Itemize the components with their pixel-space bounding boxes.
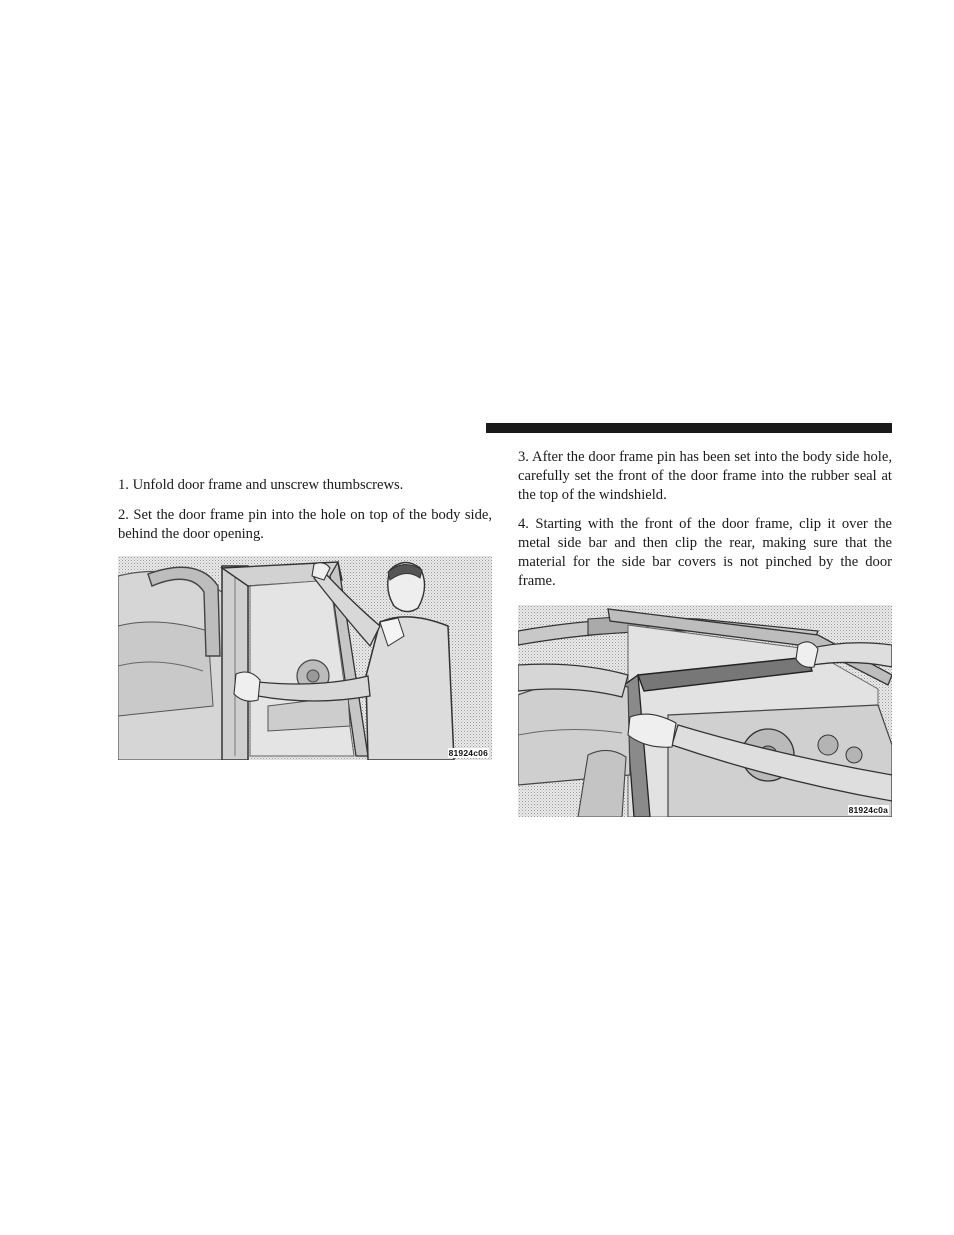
step-4: 4. Starting with the front of the door frame, clip it over the metal side bar and then clip the rear, making sure that the material for the side bar covers is not pinched by the door frame. (518, 516, 892, 589)
right-column (518, 448, 892, 817)
section-rule (486, 423, 892, 433)
figure-code: 81924c06 (448, 748, 488, 759)
step-1: 1. Unfold door frame and unscrew thumbscrews. (118, 477, 404, 493)
door-frame-pin-drawing (118, 556, 492, 760)
step-3: 3. After the door frame pin has been set into the body side hole, carefully set the front of the door frame into the rubber seal at the top of the windshield. (518, 449, 892, 503)
left-column (118, 476, 492, 760)
illustration-door-frame-clip (518, 605, 892, 817)
figure-code: 81924c0a (848, 804, 888, 815)
door-frame-clip-drawing (518, 605, 892, 817)
step-2: 2. Set the door frame pin into the hole on top of the body side, behind the door opening. (118, 506, 492, 542)
illustration-door-frame-pin (118, 556, 492, 760)
